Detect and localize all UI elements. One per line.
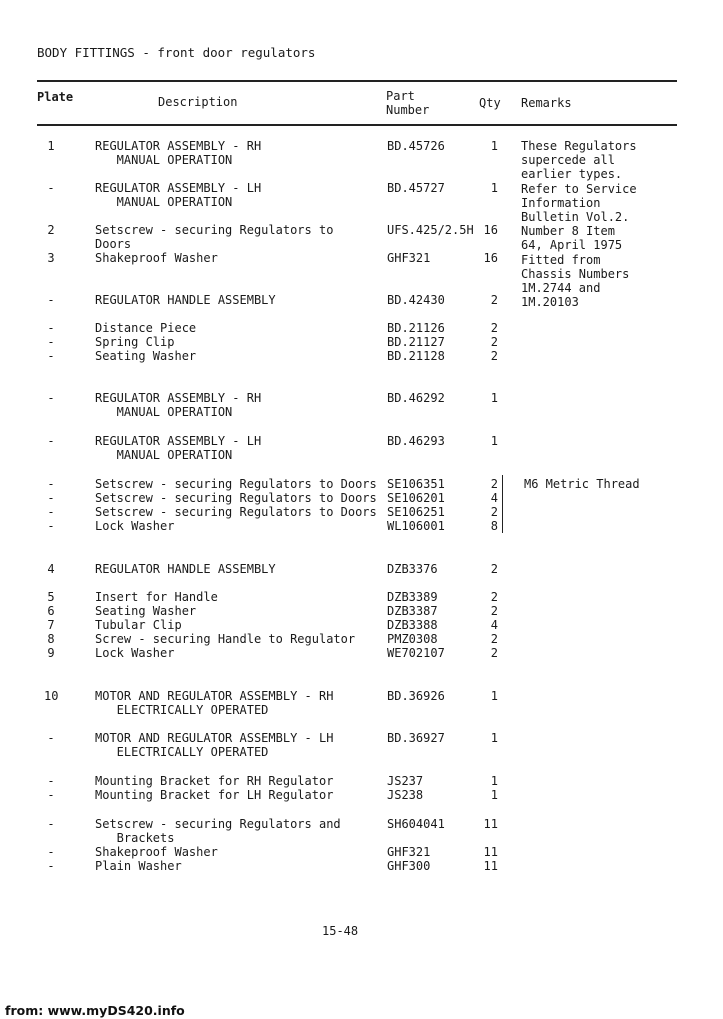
remarks-metric-note: M6 Metric Thread <box>524 477 640 491</box>
row-qty: 2 <box>490 646 498 660</box>
row-qty: 2 <box>490 632 498 646</box>
row-qty: 4 <box>490 618 498 632</box>
row-description: Lock Washer <box>95 646 175 660</box>
row-part-number: BD.46292 <box>387 391 445 405</box>
row-part-number: GHF321 <box>387 845 431 859</box>
row-qty: 2 <box>490 604 498 618</box>
row-part-number: BD.21128 <box>387 349 445 363</box>
row-plate: - <box>47 845 55 859</box>
row-plate: 9 <box>47 646 55 660</box>
row-plate: - <box>47 349 55 363</box>
row-plate: - <box>47 477 55 491</box>
row-part-number: GHF300 <box>387 859 431 873</box>
header-remarks: Remarks <box>521 96 572 110</box>
row-plate: - <box>47 859 55 873</box>
row-description: Setscrew - securing Regulators and Brackets <box>95 817 341 846</box>
row-plate: 3 <box>47 251 55 265</box>
row-part-number: JS237 <box>387 774 424 788</box>
row-plate: - <box>47 434 55 448</box>
row-plate: - <box>47 491 55 505</box>
row-plate: 2 <box>47 223 55 237</box>
row-description: Setscrew - securing Regulators to Doors <box>95 477 377 491</box>
row-description: Mounting Bracket for LH Regulator <box>95 788 334 802</box>
row-plate: - <box>47 731 55 745</box>
row-part-number: BD.45726 <box>387 139 445 153</box>
page-title: BODY FITTINGS - front door regulators <box>37 45 316 60</box>
row-description: Lock Washer <box>95 519 175 533</box>
row-plate: 10 <box>44 689 59 703</box>
row-part-number: BD.21126 <box>387 321 445 335</box>
remarks-supercede-note: These Regulators supercede all earlier types. Refer to Service Information Bulletin Vol.2. Number 8 Item 64, April 1975 Fitted from Chassis Numbers 1M.2744 and 1M.20103 <box>521 139 637 310</box>
row-description: Seating Washer <box>95 349 197 363</box>
row-part-number: PMZ0308 <box>387 632 438 646</box>
row-plate: - <box>47 321 55 335</box>
row-qty: 1 <box>490 139 498 153</box>
row-qty: 8 <box>490 519 498 533</box>
row-part-number: JS238 <box>387 788 424 802</box>
row-part-number: BD.21127 <box>387 335 445 349</box>
row-description: Setscrew - securing Regulators to Doors <box>95 223 334 252</box>
row-description: Insert for Handle <box>95 590 218 604</box>
row-qty: 1 <box>490 788 498 802</box>
row-qty: 2 <box>490 349 498 363</box>
row-part-number: SH604041 <box>387 817 445 831</box>
row-plate: 8 <box>47 632 55 646</box>
row-part-number: BD.42430 <box>387 293 445 307</box>
row-description: REGULATOR HANDLE ASSEMBLY <box>95 562 276 576</box>
row-plate: - <box>47 391 55 405</box>
row-plate: - <box>47 817 55 831</box>
row-description: Setscrew - securing Regulators to Doors <box>95 505 377 519</box>
row-part-number: BD.36927 <box>387 731 445 745</box>
row-part-number: DZB3387 <box>387 604 438 618</box>
row-plate: - <box>47 505 55 519</box>
row-part-number: WL106001 <box>387 519 445 533</box>
row-part-number: GHF321 <box>387 251 431 265</box>
row-plate: 6 <box>47 604 55 618</box>
row-plate: 4 <box>47 562 55 576</box>
row-qty: 1 <box>490 731 498 745</box>
row-qty: 11 <box>483 859 498 873</box>
row-description: Mounting Bracket for RH Regulator <box>95 774 334 788</box>
row-qty: 2 <box>490 505 498 519</box>
row-part-number: BD.45727 <box>387 181 445 195</box>
row-part-number: DZB3389 <box>387 590 438 604</box>
header-description: Description <box>158 95 238 109</box>
row-description: Setscrew - securing Regulators to Doors <box>95 491 377 505</box>
row-description: Distance Piece <box>95 321 197 335</box>
row-plate: 7 <box>47 618 55 632</box>
row-plate: - <box>47 788 55 802</box>
header-rule-top <box>37 80 677 82</box>
row-description: REGULATOR ASSEMBLY - LH MANUAL OPERATION <box>95 434 262 463</box>
row-part-number: SE106201 <box>387 491 445 505</box>
row-qty: 2 <box>490 321 498 335</box>
row-description: REGULATOR ASSEMBLY - LH MANUAL OPERATION <box>95 181 262 210</box>
row-part-number: BD.36926 <box>387 689 445 703</box>
row-qty: 1 <box>490 434 498 448</box>
row-qty: 1 <box>490 181 498 195</box>
row-description: Screw - securing Handle to Regulator <box>95 632 356 646</box>
row-qty: 2 <box>490 335 498 349</box>
row-description: MOTOR AND REGULATOR ASSEMBLY - RH ELECTRICALLY OPERATED <box>95 689 334 718</box>
row-part-number: UFS.425/2.5H <box>387 223 474 237</box>
header-part-number: Part Number <box>386 89 430 117</box>
row-part-number: SE106351 <box>387 477 445 491</box>
row-qty: 16 <box>483 223 498 237</box>
row-plate: - <box>47 519 55 533</box>
row-description: REGULATOR ASSEMBLY - RH MANUAL OPERATION <box>95 391 262 420</box>
row-part-number: BD.46293 <box>387 434 445 448</box>
row-plate: 1 <box>47 139 55 153</box>
row-description: REGULATOR ASSEMBLY - RH MANUAL OPERATION <box>95 139 262 168</box>
row-description: Seating Washer <box>95 604 197 618</box>
header-qty: Qty <box>479 96 501 110</box>
row-qty: 1 <box>490 391 498 405</box>
row-description: Shakeproof Washer <box>95 251 218 265</box>
row-part-number: DZB3376 <box>387 562 438 576</box>
row-description: Shakeproof Washer <box>95 845 218 859</box>
row-plate: - <box>47 181 55 195</box>
row-qty: 2 <box>490 590 498 604</box>
row-description: REGULATOR HANDLE ASSEMBLY <box>95 293 276 307</box>
row-qty: 11 <box>483 845 498 859</box>
row-qty: 11 <box>483 817 498 831</box>
row-description: Plain Washer <box>95 859 182 873</box>
row-qty: 2 <box>490 562 498 576</box>
row-description: MOTOR AND REGULATOR ASSEMBLY - LH ELECTRICALLY OPERATED <box>95 731 334 760</box>
row-qty: 16 <box>483 251 498 265</box>
row-plate: - <box>47 293 55 307</box>
row-description: Spring Clip <box>95 335 175 349</box>
row-qty: 2 <box>490 293 498 307</box>
row-description: Tubular Clip <box>95 618 182 632</box>
header-rule-bottom <box>37 124 677 126</box>
remarks-bracket <box>502 475 503 533</box>
row-qty: 1 <box>490 774 498 788</box>
row-plate: 5 <box>47 590 55 604</box>
row-plate: - <box>47 774 55 788</box>
row-part-number: DZB3388 <box>387 618 438 632</box>
row-qty: 1 <box>490 689 498 703</box>
source-footer: from: www.myDS420.info <box>5 1003 185 1018</box>
row-qty: 4 <box>490 491 498 505</box>
row-part-number: SE106251 <box>387 505 445 519</box>
page-number: 15-48 <box>322 924 359 938</box>
row-plate: - <box>47 335 55 349</box>
row-part-number: WE702107 <box>387 646 445 660</box>
row-qty: 2 <box>490 477 498 491</box>
header-plate: Plate <box>37 90 74 104</box>
